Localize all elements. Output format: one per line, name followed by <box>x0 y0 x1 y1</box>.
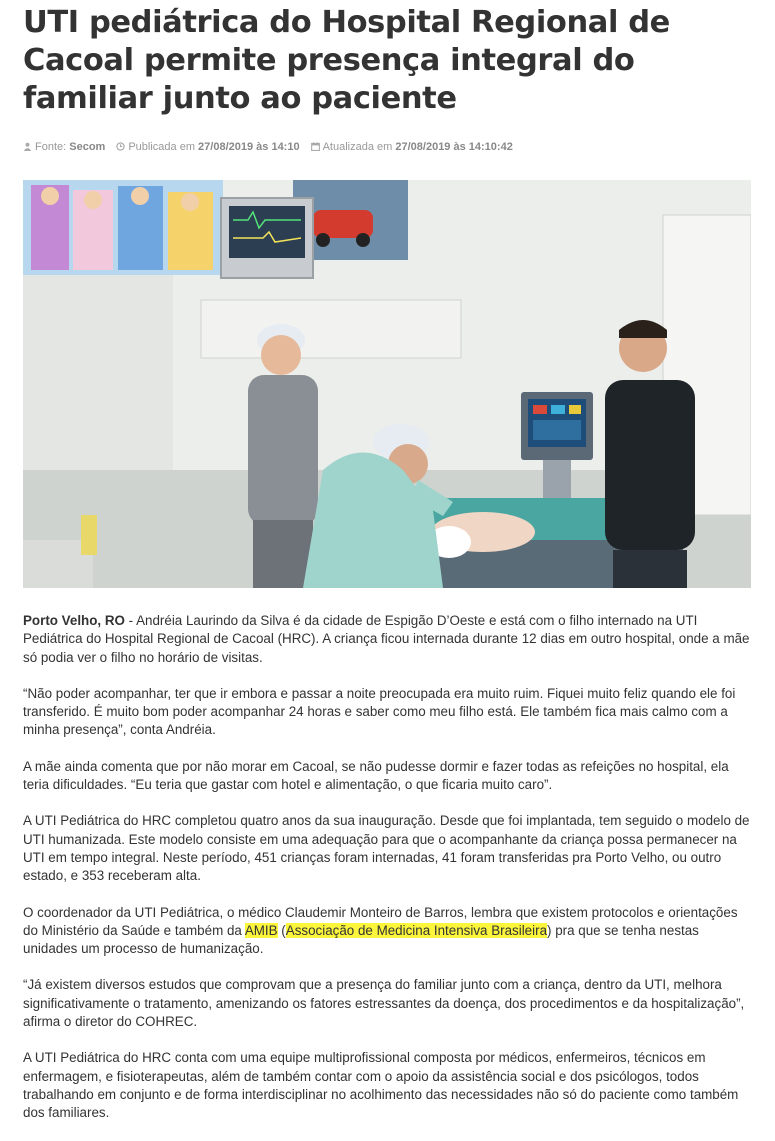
location-lead: Porto Velho, RO <box>23 613 125 628</box>
updated-label: Atualizada em <box>322 141 393 153</box>
paragraph-3: A mãe ainda comenta que por não morar em Cacoal, se não pudesse dormir e fazer todas as refeições no hospital, ela teria dificuldades. “Eu teria que gastar com hotel e alimentação, o que ficaria muito caro”. <box>23 758 729 793</box>
paragraph-7: A UTI Pediátrica do HRC conta com uma equipe multiprofissional composta por médicos, enfermeiros, técnicos em enfermagem, e fisioterapeutas, além de também contar com o apoio da assistência social e dos psicólogos, todos trabalhando em conjunto e de forma interdisciplinar no acolhimento das necessidades não só do paciente como também dos familiares. <box>23 1050 739 1121</box>
paragraph-5-text-a: O coordenador da UTI Pediátrica, o médico Claudemir Monteiro de Barros, lembra que existem protocolos e orientações do Ministério da Saúde e também da <box>23 904 738 938</box>
updated-meta <box>311 141 513 153</box>
paragraph-1-text: - Andréia Laurindo da Silva é da cidade de Espigão D’Oeste e está com o filho internado na UTI Pediátrica do Hospital Regional de Cacoal (HRC). A criança ficou internada durante 12 dias em outro hospital, onde a mãe só podia ver o filho no horário de visitas. <box>23 613 750 665</box>
paragraph-2: “Não poder acompanhar, ter que ir embora e passar a noite preocupada era muito ruim. Fiquei muito feliz quando ele foi transferido. É muito bom poder acompanhar 24 horas e saber como meu filho está. Ele também fica mais calmo com a minha presença”, conta Andréia. <box>23 685 736 738</box>
paragraph-1 <box>23 612 755 667</box>
article-meta <box>23 141 751 153</box>
clock-icon <box>116 142 125 151</box>
amib-highlight: AMIB <box>244 922 278 938</box>
updated-value: 27/08/2019 às 14:10:42 <box>395 141 513 153</box>
paragraph-5 <box>23 904 755 959</box>
paragraph-5-text-c: ) pra que se tenha nestas unidades um processo de humanização. <box>23 922 699 957</box>
article <box>23 0 751 1121</box>
association-highlight: Associação de Medicina Intensiva Brasileira <box>285 922 548 938</box>
article-photo <box>23 180 751 588</box>
paragraph-6: “Já existem diversos estudos que comprovam que a presença do familiar junto com a criança, dentro da UTI, melhora significativamente o tratamento, amenizando os fatores estressantes da doença, dos procedimentos e da hospitalização”, afirma o diretor do COHREC. <box>23 977 745 1030</box>
paragraph-5-text-b: ( <box>277 922 286 938</box>
article-body <box>23 612 755 1141</box>
article-title: UTI pediátrica do Hospital Regional de Cacoal permite presença integral do familiar junto ao paciente <box>23 5 670 116</box>
published-label: Publicada em <box>128 141 195 153</box>
published-meta <box>116 141 299 153</box>
published-value: 27/08/2019 às 14:10 <box>198 141 300 153</box>
calendar-icon <box>311 142 320 151</box>
source-label: Fonte: <box>35 141 67 153</box>
source-value[interactable]: Secom <box>69 141 106 153</box>
princess-mural <box>23 180 223 275</box>
source-meta <box>23 141 105 153</box>
uti-photo-illustration <box>23 180 751 588</box>
paragraph-4: A UTI Pediátrica do HRC completou quatro anos da sua inauguração. Desde que foi implantada, tem seguido o modelo de UTI humanizada. Este modelo consiste em uma adequação para que o acompanhante da criança possa permanecer na UTI em tempo integral. Neste período, 451 crianças foram internadas, 41 foram transferidas pra Porto Velho, ou outro estado, e 353 receberam alta. <box>23 813 750 884</box>
user-icon <box>23 142 32 151</box>
